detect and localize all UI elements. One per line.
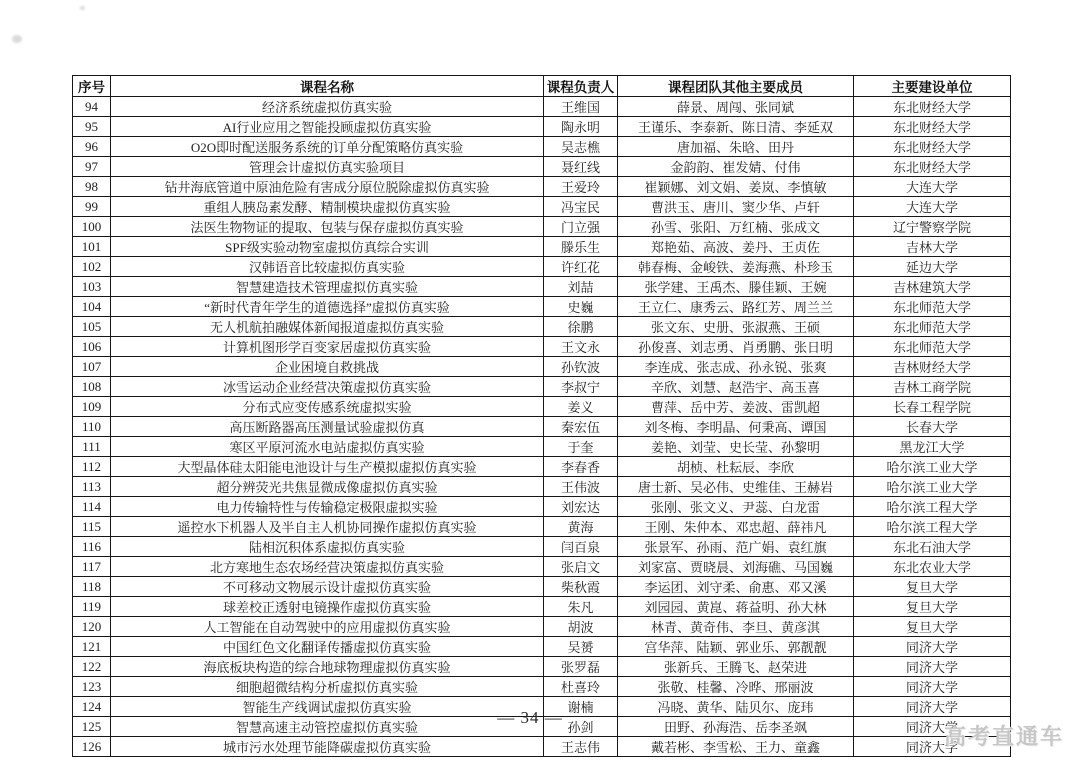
cell-no: 107	[73, 357, 111, 377]
cell-members: 刘冬梅、李明晶、何秉高、谭国	[618, 417, 854, 437]
col-header-members: 课程团队其他主要成员	[618, 76, 854, 97]
cell-members: 崔颖娜、刘文娟、姜岚、李慎敏	[618, 177, 854, 197]
table-row	[73, 177, 1011, 197]
table-row	[73, 597, 1011, 617]
cell-unit: 哈尔滨工业大学	[854, 477, 1011, 497]
cell-members: 冯晓、黄华、陆贝尔、庞玮	[618, 697, 854, 717]
cell-name: 陆相沉积体系虚拟仿真实验	[111, 537, 544, 557]
cell-no: 109	[73, 397, 111, 417]
cell-no: 117	[73, 557, 111, 577]
cell-members: 辛欣、刘慧、赵浩宇、高玉喜	[618, 377, 854, 397]
cell-members: 孙雪、张阳、万红楠、张成文	[618, 217, 854, 237]
cell-members: 王立仁、康秀云、路红芳、周兰兰	[618, 297, 854, 317]
cell-leader: 陶永明	[544, 117, 618, 137]
cell-name: 企业困境自救挑战	[111, 357, 544, 377]
cell-members: 刘家富、贾晓晨、刘海礁、马国巍	[618, 557, 854, 577]
cell-leader: 王伟波	[544, 477, 618, 497]
col-header-unit: 主要建设单位	[854, 76, 1011, 97]
table-row	[73, 457, 1011, 477]
cell-name: 中国红色文化翻译传播虚拟仿真实验	[111, 637, 544, 657]
cell-no: 126	[73, 737, 111, 757]
cell-leader: 胡波	[544, 617, 618, 637]
cell-members: 李运团、刘守柔、俞惠、邓又溪	[618, 577, 854, 597]
cell-leader: 刘宏达	[544, 497, 618, 517]
cell-unit: 东北师范大学	[854, 297, 1011, 317]
table-row	[73, 637, 1011, 657]
cell-leader: 孙钦波	[544, 357, 618, 377]
table-row	[73, 417, 1011, 437]
cell-unit: 同济大学	[854, 737, 1011, 757]
cell-name: 不可移动文物展示设计虚拟仿真实验	[111, 577, 544, 597]
cell-name: 汉韩语音比较虚拟仿真实验	[111, 257, 544, 277]
table-row	[73, 437, 1011, 457]
table-row	[73, 397, 1011, 417]
table-row	[73, 277, 1011, 297]
table-row	[73, 577, 1011, 597]
cell-leader: 秦宏伍	[544, 417, 618, 437]
cell-name: 无人机航拍融媒体新闻报道虚拟仿真实验	[111, 317, 544, 337]
table-row	[73, 157, 1011, 177]
cell-name: 寒区平原河流水电站虚拟仿真实验	[111, 437, 544, 457]
cell-leader: 黄海	[544, 517, 618, 537]
cell-name: 冰雪运动企业经营决策虚拟仿真实验	[111, 377, 544, 397]
cell-members: 王刚、朱仲本、邓忠超、薛祎凡	[618, 517, 854, 537]
table-row	[73, 477, 1011, 497]
cell-no: 103	[73, 277, 111, 297]
cell-leader: 李叔宁	[544, 377, 618, 397]
cell-no: 94	[73, 97, 111, 117]
cell-unit: 同济大学	[854, 697, 1011, 717]
table-row	[73, 97, 1011, 117]
cell-leader: 门立强	[544, 217, 618, 237]
cell-unit: 东北财经大学	[854, 117, 1011, 137]
table-row	[73, 217, 1011, 237]
cell-name: 管理会计虚拟仿真实验项目	[111, 157, 544, 177]
cell-unit: 同济大学	[854, 677, 1011, 697]
cell-leader: 李春香	[544, 457, 618, 477]
cell-members: 姜艳、刘莹、史长莹、孙黎明	[618, 437, 854, 457]
cell-unit: 辽宁警察学院	[854, 217, 1011, 237]
cell-unit: 吉林财经大学	[854, 357, 1011, 377]
cell-name: 电力传输特性与传输稳定极限虚拟实验	[111, 497, 544, 517]
cell-no: 111	[73, 437, 111, 457]
table-row	[73, 617, 1011, 637]
table-row	[73, 197, 1011, 217]
cell-unit: 同济大学	[854, 657, 1011, 677]
cell-leader: 杜喜玲	[544, 677, 618, 697]
cell-unit: 东北农业大学	[854, 557, 1011, 577]
cell-unit: 东北师范大学	[854, 317, 1011, 337]
table-row	[73, 517, 1011, 537]
table-row	[73, 117, 1011, 137]
cell-name: 智能生产线调试虚拟仿真实验	[111, 697, 544, 717]
cell-no: 95	[73, 117, 111, 137]
table-row	[73, 297, 1011, 317]
cell-members: 郑艳茹、高波、姜丹、王贞佐	[618, 237, 854, 257]
cell-unit: 大连大学	[854, 177, 1011, 197]
cell-unit: 复旦大学	[854, 617, 1011, 637]
cell-name: AI行业应用之智能投顾虚拟仿真实验	[111, 117, 544, 137]
cell-members: 孙俊喜、刘志勇、肖勇鹏、张日明	[618, 337, 854, 357]
cell-members: 曹洪玉、唐川、窦少华、卢轩	[618, 197, 854, 217]
cell-leader: 王志伟	[544, 737, 618, 757]
cell-unit: 黑龙江大学	[854, 437, 1011, 457]
cell-no: 97	[73, 157, 111, 177]
table-row	[73, 657, 1011, 677]
table-row	[73, 337, 1011, 357]
cell-leader: 闫百泉	[544, 537, 618, 557]
table-header-row	[73, 76, 1011, 97]
cell-members: 张刚、张文义、尹蕊、白龙雷	[618, 497, 854, 517]
cell-unit: 吉林大学	[854, 237, 1011, 257]
table-body	[73, 97, 1011, 757]
cell-members: 刘园园、黄崑、蒋益明、孙大林	[618, 597, 854, 617]
cell-no: 118	[73, 577, 111, 597]
cell-leader: 吴赟	[544, 637, 618, 657]
cell-no: 119	[73, 597, 111, 617]
cell-unit: 复旦大学	[854, 577, 1011, 597]
cell-members: 张学建、王禹杰、滕佳颖、王婉	[618, 277, 854, 297]
cell-leader: 许红花	[544, 257, 618, 277]
cell-unit: 同济大学	[854, 637, 1011, 657]
cell-members: 张文东、史册、张淑燕、王硕	[618, 317, 854, 337]
col-header-name: 课程名称	[111, 76, 544, 97]
cell-name: 人工智能在自动驾驶中的应用虚拟仿真实验	[111, 617, 544, 637]
col-header-no: 序号	[73, 76, 111, 97]
cell-no: 114	[73, 497, 111, 517]
cell-members: 王谨乐、李泰新、陈日清、李延双	[618, 117, 854, 137]
cell-unit: 吉林建筑大学	[854, 277, 1011, 297]
cell-name: 城市污水处理节能降碳虚拟仿真实验	[111, 737, 544, 757]
cell-no: 123	[73, 677, 111, 697]
cell-name: 经济系统虚拟仿真实验	[111, 97, 544, 117]
cell-unit: 东北财经大学	[854, 157, 1011, 177]
cell-members: 唐士新、吴必伟、史维佳、王赫岩	[618, 477, 854, 497]
cell-members: 曹萍、岳中芳、姜波、雷凯超	[618, 397, 854, 417]
watermark: 高考直通车	[943, 724, 1064, 749]
cell-members: 李连成、张志成、孙永锐、张爽	[618, 357, 854, 377]
cell-name: 计算机图形学百变家居虚拟仿真实验	[111, 337, 544, 357]
cell-no: 125	[73, 717, 111, 737]
cell-name: 球差校正透射电镜操作虚拟仿真实验	[111, 597, 544, 617]
cell-members: 宫华萍、陆颖、郭业乐、郭靓靓	[618, 637, 854, 657]
cell-leader: 滕乐生	[544, 237, 618, 257]
cell-name: 遥控水下机器人及半自主人机协同操作虚拟仿真实验	[111, 517, 544, 537]
cell-leader: 冯宝民	[544, 197, 618, 217]
cell-no: 115	[73, 517, 111, 537]
cell-no: 104	[73, 297, 111, 317]
cell-unit: 吉林工商学院	[854, 377, 1011, 397]
cell-leader: 吴志樵	[544, 137, 618, 157]
table-row	[73, 537, 1011, 557]
cell-no: 106	[73, 337, 111, 357]
cell-name: 超分辨荧光共焦显微成像虚拟仿真实验	[111, 477, 544, 497]
cell-name: 法医生物物证的提取、包装与保存虚拟仿真实验	[111, 217, 544, 237]
cell-members: 韩春梅、金峻铁、姜海燕、朴珍玉	[618, 257, 854, 277]
table-row	[73, 257, 1011, 277]
cell-leader: 张罗磊	[544, 657, 618, 677]
cell-no: 122	[73, 657, 111, 677]
cell-unit: 哈尔滨工程大学	[854, 517, 1011, 537]
cell-name: 大型晶体硅太阳能电池设计与生产模拟虚拟仿真实验	[111, 457, 544, 477]
scan-artifact	[80, 6, 85, 10]
cell-leader: 柴秋霞	[544, 577, 618, 597]
cell-no: 112	[73, 457, 111, 477]
cell-unit: 大连大学	[854, 197, 1011, 217]
cell-unit: 东北财经大学	[854, 97, 1011, 117]
cell-unit: 长春工程学院	[854, 397, 1011, 417]
cell-no: 124	[73, 697, 111, 717]
col-header-leader: 课程负责人	[544, 76, 618, 97]
cell-members: 金韵韵、崔发婧、付伟	[618, 157, 854, 177]
cell-leader: 王爱玲	[544, 177, 618, 197]
cell-members: 唐加福、朱晗、田丹	[618, 137, 854, 157]
cell-no: 99	[73, 197, 111, 217]
cell-unit: 延边大学	[854, 257, 1011, 277]
cell-unit: 哈尔滨工业大学	[854, 457, 1011, 477]
cell-name: 北方寒地生态农场经营决策虚拟仿真实验	[111, 557, 544, 577]
cell-members: 张敬、桂馨、冷晔、邢丽波	[618, 677, 854, 697]
course-table	[72, 75, 1011, 757]
scan-artifact	[12, 35, 22, 43]
cell-name: 分布式应变传感系统虚拟实验	[111, 397, 544, 417]
cell-name: SPF级实验动物室虚拟仿真综合实训	[111, 237, 544, 257]
cell-no: 116	[73, 537, 111, 557]
cell-members: 张新兵、王腾飞、赵荣进	[618, 657, 854, 677]
table-row	[73, 137, 1011, 157]
cell-leader: 谢楠	[544, 697, 618, 717]
cell-leader: 张启文	[544, 557, 618, 577]
cell-leader: 于奎	[544, 437, 618, 457]
cell-name: 细胞超微结构分析虚拟仿真实验	[111, 677, 544, 697]
cell-unit: 复旦大学	[854, 597, 1011, 617]
page-number: — 34 —	[497, 708, 563, 727]
table-row	[73, 737, 1011, 757]
cell-no: 120	[73, 617, 111, 637]
cell-name: 重组人胰岛素发酵、精制模块虚拟仿真实验	[111, 197, 544, 217]
cell-leader: 史巍	[544, 297, 618, 317]
cell-no: 102	[73, 257, 111, 277]
cell-unit: 东北师范大学	[854, 337, 1011, 357]
cell-members: 张景军、孙雨、范广娟、袁红旗	[618, 537, 854, 557]
cell-leader: 刘喆	[544, 277, 618, 297]
cell-no: 100	[73, 217, 111, 237]
cell-members: 胡桢、杜耘辰、李欣	[618, 457, 854, 477]
cell-no: 113	[73, 477, 111, 497]
cell-name: 钻井海底管道中原油危险有害成分原位脱除虚拟仿真实验	[111, 177, 544, 197]
cell-leader: 徐鹏	[544, 317, 618, 337]
cell-unit: 长春大学	[854, 417, 1011, 437]
cell-members: 林青、黄奇伟、李旦、黄彦淇	[618, 617, 854, 637]
cell-name: 海底板块构造的综合地球物理虚拟仿真实验	[111, 657, 544, 677]
cell-name: 智慧高速主动管控虚拟仿真实验	[111, 717, 544, 737]
table-row	[73, 357, 1011, 377]
cell-members: 戴若彬、李雪松、王力、童鑫	[618, 737, 854, 757]
cell-unit: 东北财经大学	[854, 137, 1011, 157]
table-row	[73, 377, 1011, 397]
cell-unit: 哈尔滨工程大学	[854, 497, 1011, 517]
table-row	[73, 497, 1011, 517]
table-row	[73, 317, 1011, 337]
cell-unit: 东北石油大学	[854, 537, 1011, 557]
cell-no: 108	[73, 377, 111, 397]
table-row	[73, 557, 1011, 577]
cell-name: “新时代青年学生的道德选择”虚拟仿真实验	[111, 297, 544, 317]
cell-no: 121	[73, 637, 111, 657]
cell-leader: 孙剑	[544, 717, 618, 737]
cell-leader: 朱凡	[544, 597, 618, 617]
cell-members: 田野、孙海浩、岳李圣飒	[618, 717, 854, 737]
cell-members: 薛景、周闯、张同斌	[618, 97, 854, 117]
cell-leader: 聂红线	[544, 157, 618, 177]
cell-no: 105	[73, 317, 111, 337]
cell-no: 101	[73, 237, 111, 257]
cell-leader: 王维国	[544, 97, 618, 117]
cell-no: 110	[73, 417, 111, 437]
cell-no: 98	[73, 177, 111, 197]
table-row	[73, 237, 1011, 257]
cell-name: 智慧建造技术管理虚拟仿真实验	[111, 277, 544, 297]
table-row	[73, 677, 1011, 697]
cell-name: 高压断路器高压测量试验虚拟仿真	[111, 417, 544, 437]
cell-no: 96	[73, 137, 111, 157]
cell-name: O2O即时配送服务系统的订单分配策略仿真实验	[111, 137, 544, 157]
cell-leader: 姜义	[544, 397, 618, 417]
cell-leader: 王文永	[544, 337, 618, 357]
cell-unit: 同济大学	[854, 717, 1011, 737]
